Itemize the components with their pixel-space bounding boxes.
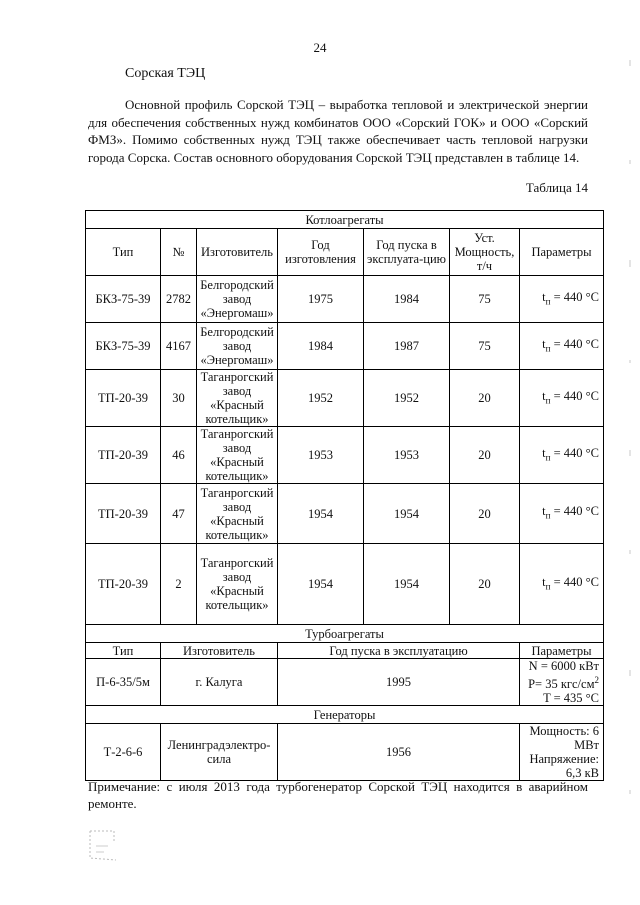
- table-caption: Таблица 14: [525, 180, 588, 195]
- cell-type: БКЗ-75-39: [86, 276, 161, 323]
- cell-year-start: 1953: [364, 427, 450, 484]
- generator-manufacturer: Ленинградэлектро-сила: [161, 724, 278, 781]
- cell-capacity: 75: [450, 276, 520, 323]
- generator-year: 1956: [278, 724, 520, 781]
- turbine-year: 1995: [278, 659, 520, 706]
- turbine-params-header: Параметры: [520, 643, 604, 659]
- cell-manufacturer: Белгородский завод «Энергомаш»: [197, 323, 278, 370]
- body-paragraph: [88, 96, 588, 166]
- cell-number: 46: [161, 427, 197, 484]
- col-number-header: №: [161, 229, 197, 276]
- cell-manufacturer: Белгородский завод «Энергомаш»: [197, 276, 278, 323]
- boiler-header-row: [86, 229, 604, 276]
- cell-year-start: 1954: [364, 484, 450, 544]
- cell-type: БКЗ-75-39: [86, 323, 161, 370]
- cell-type: ТП-20-39: [86, 484, 161, 544]
- col-year-start-header: Год пуска в эксплуата-цию: [364, 229, 450, 276]
- cell-year-made: 1975: [278, 276, 364, 323]
- cell-number: 30: [161, 370, 197, 427]
- cell-params: $t_п = 440$ °С: [520, 276, 604, 323]
- table-row: [86, 276, 604, 323]
- table-row: [86, 659, 604, 706]
- generators-section-title: Генераторы: [86, 706, 604, 724]
- table-row: [86, 724, 604, 781]
- cell-manufacturer: Таганрогский завод «Красный котельщик»: [197, 544, 278, 625]
- cell-manufacturer: Таганрогский завод «Красный котельщик»: [197, 427, 278, 484]
- cell-type: ТП-20-39: [86, 544, 161, 625]
- cell-year-made: 1953: [278, 427, 364, 484]
- col-capacity-header: Уст. Мощность, т/ч: [450, 229, 520, 276]
- turbine-type-header: Тип: [86, 643, 161, 659]
- section-heading: Сорская ТЭЦ: [125, 66, 206, 81]
- table-row: [86, 370, 604, 427]
- cell-year-start: 1987: [364, 323, 450, 370]
- cell-number: 4167: [161, 323, 197, 370]
- cell-number: 47: [161, 484, 197, 544]
- cell-year-start: 1952: [364, 370, 450, 427]
- cell-params: $t_п = 440$ °С: [520, 323, 604, 370]
- turbine-header-row: [86, 643, 604, 659]
- cell-capacity: 20: [450, 427, 520, 484]
- cell-number: 2: [161, 544, 197, 625]
- cell-manufacturer: Таганрогский завод «Красный котельщик»: [197, 370, 278, 427]
- cell-capacity: 75: [450, 323, 520, 370]
- cell-type: ТП-20-39: [86, 370, 161, 427]
- page-number: 24: [313, 40, 327, 55]
- cell-year-made: 1984: [278, 323, 364, 370]
- cell-params: $t_п = 440$ °С: [520, 370, 604, 427]
- cell-year-made: 1954: [278, 484, 364, 544]
- table-row: [86, 323, 604, 370]
- scan-margin-marks: [626, 30, 634, 880]
- turbine-manufacturer: г. Калуга: [161, 659, 278, 706]
- cell-year-made: 1954: [278, 544, 364, 625]
- footnote: Примечание: с июля 2013 года турбогенератор Сорской ТЭЦ находится в аварийном ремонте.: [88, 779, 588, 811]
- turbine-year-header: Год пуска в эксплуатацию: [278, 643, 520, 659]
- cell-manufacturer: Таганрогский завод «Красный котельщик»: [197, 484, 278, 544]
- col-year-made-header: Год изготовления: [278, 229, 364, 276]
- turbine-type: П-6-35/5м: [86, 659, 161, 706]
- cell-capacity: 20: [450, 484, 520, 544]
- equipment-table: [85, 210, 604, 781]
- cell-number: 2782: [161, 276, 197, 323]
- col-type-header: Тип: [86, 229, 161, 276]
- cell-capacity: 20: [450, 544, 520, 625]
- cell-type: ТП-20-39: [86, 427, 161, 484]
- table-row: [86, 544, 604, 625]
- cell-params: $t_п = 440$ °С: [520, 484, 604, 544]
- generator-type: Т-2-6-6: [86, 724, 161, 781]
- boilers-section-title: Котлоагрегаты: [86, 211, 604, 229]
- table-row: [86, 427, 604, 484]
- col-params-header: Параметры: [520, 229, 604, 276]
- turbine-manufacturer-header: Изготовитель: [161, 643, 278, 659]
- turbines-section-title: Турбоагрегаты: [86, 625, 604, 643]
- cell-params: $t_п = 440$ °С: [520, 427, 604, 484]
- paragraph-text: Основной профиль Сорской ТЭЦ – выработка тепловой и электрической энергии для обеспечения собственных нужд комбинатов ООО «Сорский ГОК» и ООО «Сорский ФМЗ». Помимо собственных нужд ТЭЦ также обеспечивает часть тепловой нагрузки города Сорска. Состав основного оборудования Сорской ТЭЦ представлен в таблице 14.: [88, 97, 588, 165]
- turbine-params: N = 6000 кВт P= 35 кгс/$см^2$ T = 435 °С: [520, 659, 604, 706]
- cell-capacity: 20: [450, 370, 520, 427]
- cell-params: $t_п = 440$ °С: [520, 544, 604, 625]
- table-row: [86, 484, 604, 544]
- cell-year-made: 1952: [278, 370, 364, 427]
- col-manufacturer-header: Изготовитель: [197, 229, 278, 276]
- generator-params: Мощность: 6 МВт Напряжение: 6,3 кВ: [520, 724, 604, 781]
- cell-year-start: 1984: [364, 276, 450, 323]
- cell-year-start: 1954: [364, 544, 450, 625]
- stamp-mark: [86, 828, 120, 864]
